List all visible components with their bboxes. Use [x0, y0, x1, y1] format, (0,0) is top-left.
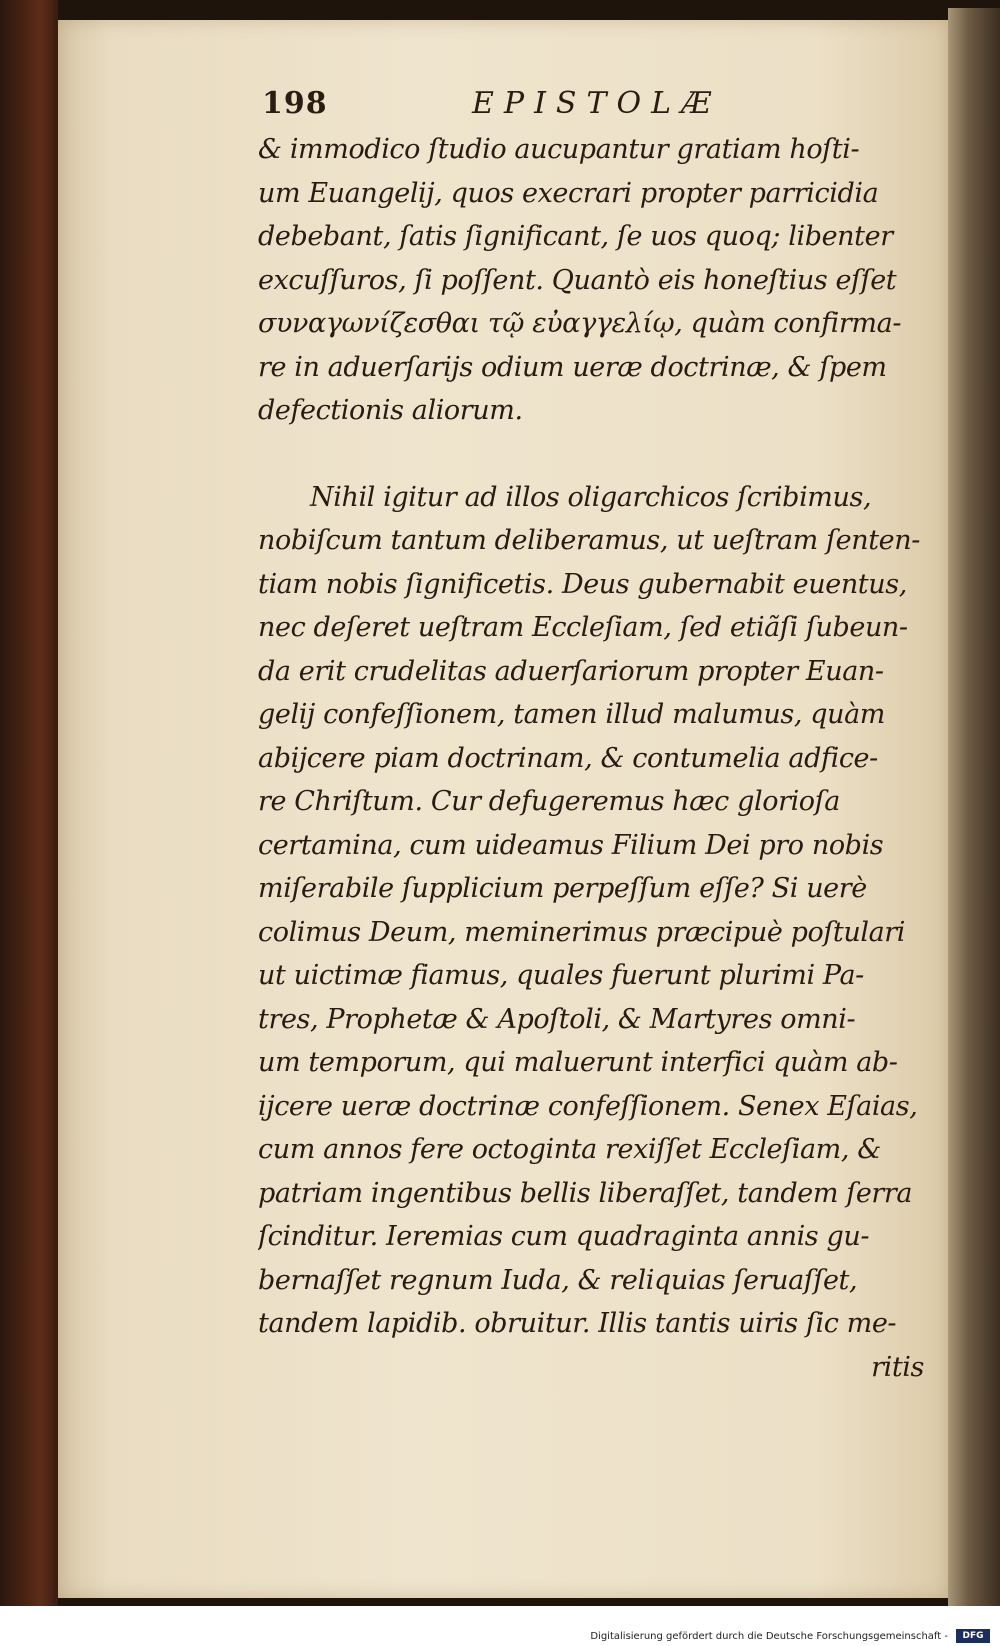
- paragraph-gap: [258, 433, 924, 476]
- text-line: ut uictimæ fiamus, quales fuerunt plurimi Pa-: [258, 960, 864, 991]
- text-line: συναγωνίζεσθαι τῷ εὐαγγελίῳ, quàm confirma-: [258, 308, 902, 339]
- text-line: Nihil igitur ad illos oligarchicos ſcribimus,: [310, 481, 872, 513]
- page-header: [262, 86, 922, 126]
- text-line: nec deſeret ueſtram Eccleſiam, ſed etiãſi ſubeun-: [258, 612, 908, 643]
- text-line: patriam ingentibus bellis liberaſſet, tandem ſerra: [258, 1177, 913, 1209]
- text-line: um temporum, qui maluerunt interfici quàm ab-: [258, 1047, 898, 1078]
- text-line: abijcere piam doctrinam, & contumelia adfice-: [258, 742, 878, 774]
- text-line: ijcere ueræ doctrinæ confeſſionem. Senex Eſaias,: [258, 1090, 918, 1122]
- text-line: nobiſcum tantum deliberamus, ut ueſtram ſenten-: [258, 525, 920, 556]
- paragraph-2: [258, 476, 924, 1346]
- text-line: colimus Deum, meminerimus præcipuè poſtulari: [258, 916, 906, 948]
- text-line: re in aduerſarijs odium ueræ doctrinæ, & ſpem: [258, 351, 887, 383]
- text-line: tres, Prophetæ & Apoſtoli, & Martyres omni-: [258, 1003, 856, 1035]
- paragraph-1: [258, 128, 924, 433]
- text-line: & immodico ſtudio aucupantur gratiam hoſti-: [258, 134, 860, 165]
- text-line: tiam nobis ſignificetis. Deus gubernabit euentus,: [258, 568, 907, 600]
- text-line: bernaſſet regnum Iuda, & reliquias ſeruaſſet,: [258, 1264, 858, 1296]
- text-line: gelij confeſſionem, tamen illud malumus, quàm: [258, 699, 886, 730]
- text-line: um Euangelij, quos execrari propter parricidia: [258, 177, 879, 209]
- text-line: tandem lapidib. obruitur. Illis tantis uiris ſic me-: [258, 1308, 897, 1339]
- text-line: certamina, cum uideamus Filium Dei pro nobis: [258, 829, 884, 861]
- text-line: da erit crudelitas aduerſariorum propter Euan-: [258, 655, 884, 687]
- page-edge: [948, 8, 1000, 1606]
- text-line: excuſſuros, ſi poſſent. Quantò eis honeſtius eſſet: [258, 264, 897, 296]
- book-binding: [0, 0, 58, 1606]
- text-line: debebant, ſatis ſignificant, ſe uos quoq; libenter: [258, 221, 893, 252]
- funding-note: Digitalisierung gefördert durch die Deutsche Forschungsgemeinschaft -: [590, 1631, 948, 1642]
- text-line: defectionis aliorum.: [258, 395, 523, 426]
- text-line: re Chriſtum. Cur defugeremus hæc glorioſa: [258, 786, 840, 817]
- text-line: cum annos fere octoginta rexiſſet Eccleſiam, &: [258, 1134, 881, 1165]
- body-text: [258, 128, 924, 1389]
- catchword: ritis: [871, 1351, 924, 1383]
- running-head: EPISTOLÆ: [472, 86, 722, 121]
- page-number: 198: [262, 86, 328, 121]
- text-line: miſerabile ſupplicium perpeſſum eſſe? Si uerè: [258, 873, 867, 904]
- dfg-logo: DFG: [956, 1629, 990, 1643]
- text-line: ſcinditur. Ieremias cum quadraginta annis gu-: [258, 1221, 870, 1252]
